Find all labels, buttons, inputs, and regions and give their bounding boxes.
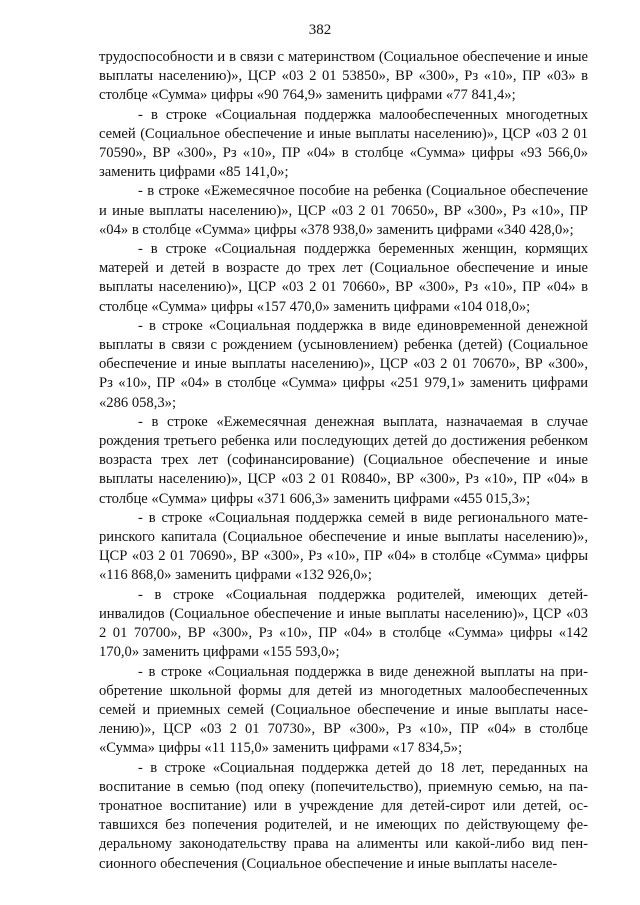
paragraph: - в строке «Социальная поддержка беременных женщин, кормящих матерей и детей в возрасте до трех лет (Социальное обеспечение и иные выплаты населению)», ЦСР «03 2 01 70660», ВР «300», Рз «10», ПР «04» в столбце «Сумма» цифры «157 470,0» заменить цифрами «104 018,0»;	[99, 241, 588, 315]
paragraph: - в строке «Социальная поддержка семей в виде регионального материнского капитала (Социальное обеспечение и иные выплаты населению)», ЦСР «03 2 01 70690», ВР «300», Рз «10», ПР «04» в столбце «Сумма» цифры «116 868,0» заменить цифрами «132 926,0»;	[99, 509, 588, 584]
paragraph: - в строке «Социальная поддержка малообеспеченных многодетных семей (Социальное обеспечение и иные выплаты населению)», ЦСР «03 2 01 70590», ВР «300», Рз «10», ПР «04» в столбце «Сумма» цифры «93 566,0» заменить цифрами «85 141,0»;	[99, 106, 588, 181]
paragraph: - в строке «Социальная поддержка в виде единовременной денежной выплаты в связи с рождением (усыновлением) ребенка (детей) (Социальное обеспечение и иные выплаты населению)», ЦСР «03 2 01 70670», ВР «300», Рз «10», ПР «04» в столбце «Сумма» цифры «251 979,1» заменить цифрами «286 058,3»;	[99, 317, 588, 411]
paragraph: - в строке «Ежемесячное пособие на ребенка (Социальное обеспечение и иные выплаты населению)», ЦСР «03 2 01 70650», ВР «300», Рз «10», ПР «04» в столбце «Сумма» цифры «378 938,0» заменить цифрами «340 428,0»;	[99, 183, 588, 238]
paragraph: трудоспособности и в связи с материнством (Социальное обеспечение и иные выплаты населению)», ЦСР «03 2 01 53850», ВР «300», Рз «10», ПР «03» в столбце «Сумма» цифры «90 764,9» заменить цифрами «77 841,4»;	[99, 49, 588, 104]
paragraph: - в строке «Социальная поддержка родителей, имеющих детей-инвалидов (Социальное обеспечение и иные выплаты населению)», ЦСР «03 2 01 70700», ВР «300», Рз «10», ПР «04» в столбце «Сумма» цифры «142 170,0» заменить цифрами «155 593,0»;	[99, 586, 588, 661]
paragraph: - в строке «Социальная поддержка в виде денежной выплаты на приобретение школьной формы для детей из многодетных малообеспеченных семей и приемных семей (Социальное обеспечение и иные выплаты населению)», ЦСР «03 2 01 70730», ВР «300», Рз «10», ПР «04» в столбце «Сумма» цифры «11 115,0» заменить цифрами «17 834,5»;	[99, 663, 588, 757]
paragraph: - в строке «Социальная поддержка детей до 18 лет, переданных на воспитание в семью (под опеку (попечительство), приемную семью, на патронатное воспитание) или в учреждение для детей-сирот или детей, оставшихся без попечения родителей, и не имеющих по действующему федеральному законодательству права на алименты или какой-либо вид пенсионного обеспечения (Социальное обеспечение и иные выплаты населе-	[99, 759, 588, 872]
paragraph: - в строке «Ежемесячная денежная выплата, назначаемая в случае рождения третьего ребенка или последующих детей до достижения ребенком возраста трех лет (софинансирование) (Социальное обеспечение и иные выплаты населению)», ЦСР «03 2 01 R0840», ВР «300», Рз «10», ПР «04» в столбце «Сумма» цифры «371 606,3» заменить цифрами «455 015,3»;	[99, 413, 588, 507]
page-number: 382	[308, 22, 332, 38]
body-text	[99, 48, 588, 874]
